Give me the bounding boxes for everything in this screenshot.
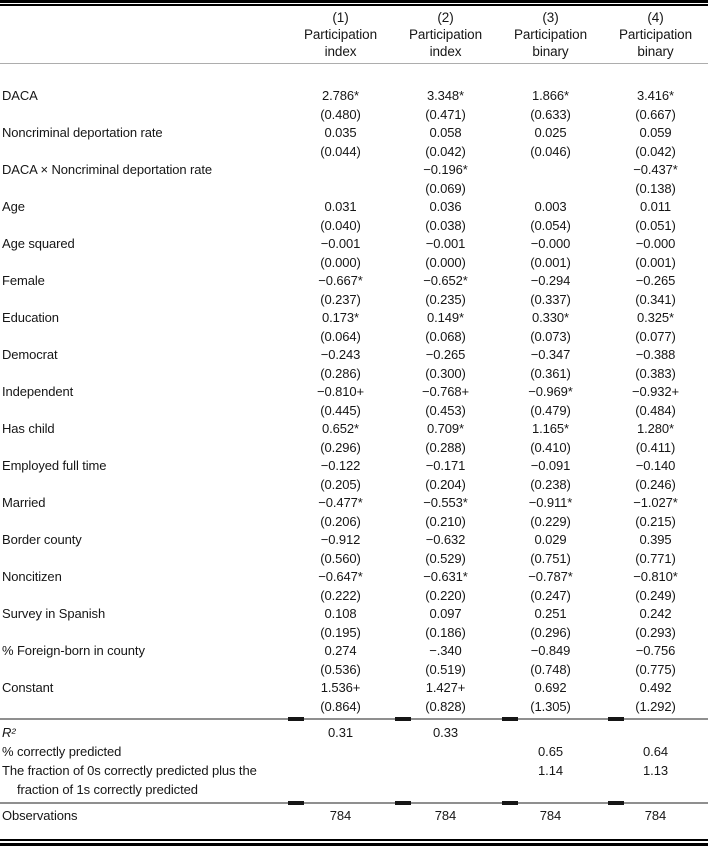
stderr-cell: (0.040) — [320, 217, 361, 233]
coefficient-cell: −0.932+ — [631, 384, 679, 399]
coefficient-cell: −0.171 — [425, 458, 466, 473]
coefficient-cell: −1.027* — [633, 495, 678, 510]
table-row-stderr — [0, 698, 708, 717]
coefficient-cell: 0.036 — [429, 199, 462, 214]
coefficient-cell: 0.011 — [639, 199, 672, 214]
row-label: Age — [2, 199, 25, 214]
coefficient-cell: −0.347 — [530, 347, 571, 362]
coefficient-cell: −.340 — [429, 643, 462, 658]
stderr-cell: (0.775) — [635, 661, 676, 677]
row-label: % Foreign-born in county — [2, 643, 145, 658]
row-label: Border county — [2, 532, 82, 547]
column-number: (2) — [437, 10, 454, 25]
coefficient-cell: 0.709* — [427, 421, 464, 436]
coefficient-cell: 0.108 — [324, 606, 357, 621]
table-row — [0, 124, 708, 143]
stderr-cell: (0.361) — [530, 365, 571, 381]
table-row — [0, 679, 708, 698]
row-label-spacer — [0, 698, 288, 717]
table-row — [0, 198, 708, 217]
row-label: Female — [2, 273, 45, 288]
coefficient-cell: −0.000 — [530, 236, 571, 251]
stats-section — [0, 720, 708, 799]
coefficient-cell: 0.242 — [639, 606, 672, 621]
coefficient-cell: 3.348* — [427, 88, 464, 103]
column-title-line2: binary — [532, 44, 569, 59]
coefficient-cell: −0.477* — [318, 495, 363, 510]
observations-value: 784 — [329, 808, 352, 823]
stderr-cell: (0.222) — [320, 587, 361, 603]
table-row-stderr — [0, 254, 708, 273]
coefficient-cell: 0.031 — [324, 199, 357, 214]
coefficient-cell: −0.810* — [633, 569, 678, 584]
stderr-cell: (0.667) — [635, 106, 676, 122]
column-title-line2: index — [429, 44, 462, 59]
table-row-stderr — [0, 513, 708, 532]
table-row-stderr — [0, 439, 708, 458]
row-label-spacer — [0, 217, 288, 236]
stderr-cell: (0.038) — [425, 217, 466, 233]
stderr-cell: (0.341) — [635, 291, 676, 307]
stderr-cell: (0.288) — [425, 439, 466, 455]
table-row — [0, 383, 708, 402]
stat-value: 1.14 — [538, 763, 563, 778]
stderr-cell — [288, 180, 393, 199]
stderr-cell: (0.238) — [530, 476, 571, 492]
stderr-cell: (0.068) — [425, 328, 466, 344]
coefficient-cell: 0.058 — [429, 125, 462, 140]
coefficient-cell: −0.000 — [635, 236, 676, 251]
stderr-cell: (0.300) — [425, 365, 466, 381]
stderr-cell: (0.519) — [425, 661, 466, 677]
coefficient-cell: 0.395 — [639, 532, 672, 547]
stderr-cell: (0.237) — [320, 291, 361, 307]
stderr-cell: (0.633) — [530, 106, 571, 122]
row-label-spacer — [0, 513, 288, 532]
coefficient-cell: −0.768+ — [421, 384, 469, 399]
row-label-spacer — [0, 328, 288, 347]
table-row-stderr — [0, 476, 708, 495]
stderr-cell: (0.044) — [320, 143, 361, 159]
stat-value: 0.65 — [538, 744, 563, 759]
row-label: DACA × Noncriminal deportation rate — [2, 162, 213, 177]
coefficient-cell: 1.165* — [532, 421, 569, 436]
coefficient-cell: −0.632 — [425, 532, 466, 547]
stderr-cell: (0.286) — [320, 365, 361, 381]
coefficient-cell: 0.003 — [534, 199, 567, 214]
row-label-spacer — [0, 365, 288, 384]
coefficient-cell: 0.652* — [322, 421, 359, 436]
stderr-cell: (0.215) — [635, 513, 676, 529]
column-header-3 — [498, 9, 603, 60]
stderr-cell: (0.411) — [635, 439, 676, 455]
coefficient-cell — [288, 161, 393, 180]
column-title-line2: binary — [637, 44, 674, 59]
stat-value: 1.13 — [643, 763, 668, 778]
row-label: Noncriminal deportation rate — [2, 125, 163, 140]
stderr-cell: (0.383) — [635, 365, 676, 381]
coefficient-cell: −0.140 — [635, 458, 676, 473]
row-label: Independent — [2, 384, 74, 399]
stat-label: % correctly predicted — [2, 744, 122, 759]
coefficient-cell: 3.416* — [637, 88, 674, 103]
coefficient-cell: −0.091 — [530, 458, 571, 473]
stderr-cell: (0.529) — [425, 550, 466, 566]
table-row-stderr — [0, 328, 708, 347]
stderr-cell: (0.210) — [425, 513, 466, 529]
column-header-1 — [288, 9, 393, 60]
coefficient-cell: −0.849 — [530, 643, 571, 658]
stat-value: 0.31 — [328, 725, 353, 740]
coefficient-cell: −0.265 — [425, 347, 466, 362]
row-label: DACA — [2, 88, 38, 103]
row-label-spacer — [0, 550, 288, 569]
coefficient-cell: −0.001 — [320, 236, 361, 251]
row-label: Education — [2, 310, 59, 325]
stderr-cell: (0.293) — [635, 624, 676, 640]
row-label: Employed full time — [2, 458, 107, 473]
row-label-spacer — [0, 143, 288, 162]
coefficient-cell: −0.647* — [318, 569, 363, 584]
stderr-cell: (0.001) — [530, 254, 571, 270]
stderr-cell: (0.296) — [320, 439, 361, 455]
coefficient-cell: 1.536+ — [320, 680, 361, 695]
stderr-cell: (0.479) — [530, 402, 571, 418]
row-label: Noncitizen — [2, 569, 62, 584]
coefficient-cell: 0.035 — [324, 125, 357, 140]
row-label-spacer — [0, 106, 288, 125]
stderr-cell: (0.748) — [530, 661, 571, 677]
table-row — [0, 272, 708, 291]
row-label-spacer — [0, 439, 288, 458]
table-row-stderr — [0, 106, 708, 125]
coefficient-cell: 1.280* — [637, 421, 674, 436]
bottom-double-rule — [0, 839, 708, 846]
stderr-cell: (0.246) — [635, 476, 676, 492]
column-header-4 — [603, 9, 708, 60]
stat-value: 0.33 — [433, 725, 458, 740]
stderr-cell: (0.042) — [635, 143, 676, 159]
stderr-cell: (0.484) — [635, 402, 676, 418]
coefficient-cell: −0.911* — [528, 495, 573, 510]
table-row — [0, 605, 708, 624]
row-label: Age squared — [2, 236, 75, 251]
coefficient-cell: −0.969* — [528, 384, 573, 399]
coefficient-cell: 0.330* — [532, 310, 569, 325]
row-label: Democrat — [2, 347, 58, 362]
coefficient-cell: 0.025 — [534, 125, 567, 140]
stderr-cell: (0.751) — [530, 550, 571, 566]
coefficient-cell: 0.059 — [639, 125, 672, 140]
table-row-stderr — [0, 143, 708, 162]
coefficient-cell: −0.912 — [320, 532, 361, 547]
table-row — [0, 346, 708, 365]
column-number: (3) — [542, 10, 559, 25]
coefficient-cell: −0.667* — [318, 273, 363, 288]
coefficient-cell: 0.149* — [427, 310, 464, 325]
stderr-cell: (0.051) — [635, 217, 676, 233]
table-body — [0, 64, 708, 716]
stderr-cell: (0.560) — [320, 550, 361, 566]
table-row — [0, 87, 708, 106]
stderr-cell: (1.292) — [635, 698, 676, 714]
coefficient-cell: 2.786* — [322, 88, 359, 103]
stderr-cell: (0.235) — [425, 291, 466, 307]
coefficient-cell: 0.692 — [534, 680, 567, 695]
table-row — [0, 235, 708, 254]
row-label-spacer — [0, 180, 288, 199]
column-title-line1: Participation — [409, 27, 482, 42]
stderr-cell: (0.410) — [530, 439, 571, 455]
coefficient-cell: 1.866* — [532, 88, 569, 103]
stderr-cell: (0.206) — [320, 513, 361, 529]
row-label: Survey in Spanish — [2, 606, 106, 621]
coefficient-cell: −0.265 — [635, 273, 676, 288]
coefficient-cell: 0.097 — [429, 606, 462, 621]
coefficient-cell: −0.437* — [633, 162, 678, 177]
coefficient-cell: −0.756 — [635, 643, 676, 658]
observations-value: 784 — [644, 808, 667, 823]
table-row-stderr — [0, 180, 708, 199]
stderr-cell: (0.077) — [635, 328, 676, 344]
stderr-cell: (0.536) — [320, 661, 361, 677]
table-row — [0, 457, 708, 476]
coefficient-cell — [498, 161, 603, 180]
stderr-cell: (0.073) — [530, 328, 571, 344]
table-row-stderr — [0, 624, 708, 643]
coefficient-cell: 0.173* — [322, 310, 359, 325]
table-header — [0, 0, 708, 60]
coefficient-cell: −0.810+ — [316, 384, 364, 399]
coefficient-cell: −0.631* — [423, 569, 468, 584]
column-title-line1: Participation — [304, 27, 377, 42]
column-number: (1) — [332, 10, 349, 25]
stderr-cell: (0.000) — [320, 254, 361, 270]
coefficient-cell: −0.652* — [423, 273, 468, 288]
row-label: Has child — [2, 421, 55, 436]
stderr-cell: (0.480) — [320, 106, 361, 122]
row-label: Constant — [2, 680, 54, 695]
table-row — [0, 161, 708, 180]
coefficient-cell: −0.001 — [425, 236, 466, 251]
column-title-line1: Participation — [514, 27, 587, 42]
top-double-rule — [0, 0, 708, 6]
row-label-spacer — [0, 624, 288, 643]
observations-label: Observations — [2, 808, 78, 823]
coefficient-cell: 0.325* — [637, 310, 674, 325]
column-header-2 — [393, 9, 498, 60]
section-divider-observations — [0, 802, 708, 804]
stderr-cell: (0.337) — [530, 291, 571, 307]
table-row — [0, 531, 708, 550]
table-row-stderr — [0, 402, 708, 421]
column-number: (4) — [647, 10, 664, 25]
row-label-spacer — [0, 254, 288, 273]
table-row-stderr — [0, 291, 708, 310]
coefficient-cell: 0.492 — [639, 680, 672, 695]
observations-value: 784 — [434, 808, 457, 823]
stderr-cell: (0.064) — [320, 328, 361, 344]
stderr-cell: (0.205) — [320, 476, 361, 492]
row-label-spacer — [0, 661, 288, 680]
stderr-cell: (1.305) — [530, 698, 571, 714]
stderr-cell: (0.249) — [635, 587, 676, 603]
coefficient-cell: −0.243 — [320, 347, 361, 362]
table-row — [0, 568, 708, 587]
table-row-stderr — [0, 587, 708, 606]
row-label: Married — [2, 495, 46, 510]
coefficient-cell: −0.294 — [530, 273, 571, 288]
coefficient-cell: 0.274 — [324, 643, 357, 658]
observations-row — [0, 804, 708, 828]
row-label-spacer — [0, 291, 288, 310]
table-row — [0, 420, 708, 439]
column-title-line2: index — [324, 44, 357, 59]
stderr-cell: (0.296) — [530, 624, 571, 640]
stderr-cell: (0.054) — [530, 217, 571, 233]
stderr-cell: (0.220) — [425, 587, 466, 603]
stderr-cell: (0.046) — [530, 143, 571, 159]
row-label-spacer — [0, 476, 288, 495]
section-divider-stats — [0, 718, 708, 720]
stderr-cell: (0.042) — [425, 143, 466, 159]
stderr-cell: (0.453) — [425, 402, 466, 418]
stderr-cell: (0.229) — [530, 513, 571, 529]
stderr-cell: (0.204) — [425, 476, 466, 492]
coefficient-cell: −0.787* — [528, 569, 573, 584]
coefficient-cell: 0.251 — [534, 606, 567, 621]
coefficient-cell: −0.122 — [320, 458, 361, 473]
stderr-cell: (0.828) — [425, 698, 466, 714]
row-label-spacer — [0, 587, 288, 606]
table-row-stderr — [0, 661, 708, 680]
table-row — [0, 494, 708, 513]
row-label-spacer — [0, 402, 288, 421]
stat-row-fraction-correct — [0, 761, 708, 799]
stderr-cell: (0.069) — [425, 180, 466, 196]
stderr-cell: (0.247) — [530, 587, 571, 603]
stat-label: The fraction of 0s correctly predicted plus the fraction of 1s correctly predicted — [2, 763, 257, 797]
coefficient-cell: −0.196* — [423, 162, 468, 177]
column-title-line1: Participation — [619, 27, 692, 42]
coefficient-cell: −0.388 — [635, 347, 676, 362]
table-row-stderr — [0, 550, 708, 569]
observations-value: 784 — [539, 808, 562, 823]
stderr-cell: (0.864) — [320, 698, 361, 714]
stderr-cell: (0.195) — [320, 624, 361, 640]
stderr-cell: (0.001) — [635, 254, 676, 270]
stderr-cell: (0.000) — [425, 254, 466, 270]
stderr-cell: (0.138) — [635, 180, 676, 196]
stat-value: 0.64 — [643, 744, 668, 759]
coefficient-cell: 0.029 — [534, 532, 567, 547]
stderr-cell: (0.445) — [320, 402, 361, 418]
table-row — [0, 309, 708, 328]
table-row — [0, 642, 708, 661]
coefficient-cell: 1.427+ — [425, 680, 466, 695]
stderr-cell: (0.771) — [635, 550, 676, 566]
stderr-cell — [498, 180, 603, 199]
stat-row-pct-correct — [0, 742, 708, 761]
stat-row-r2 — [0, 723, 708, 742]
stat-label: R² — [2, 725, 16, 740]
table-row-stderr — [0, 365, 708, 384]
coefficient-cell: −0.553* — [423, 495, 468, 510]
stderr-cell: (0.186) — [425, 624, 466, 640]
table-row-stderr — [0, 217, 708, 236]
stderr-cell: (0.471) — [425, 106, 466, 122]
